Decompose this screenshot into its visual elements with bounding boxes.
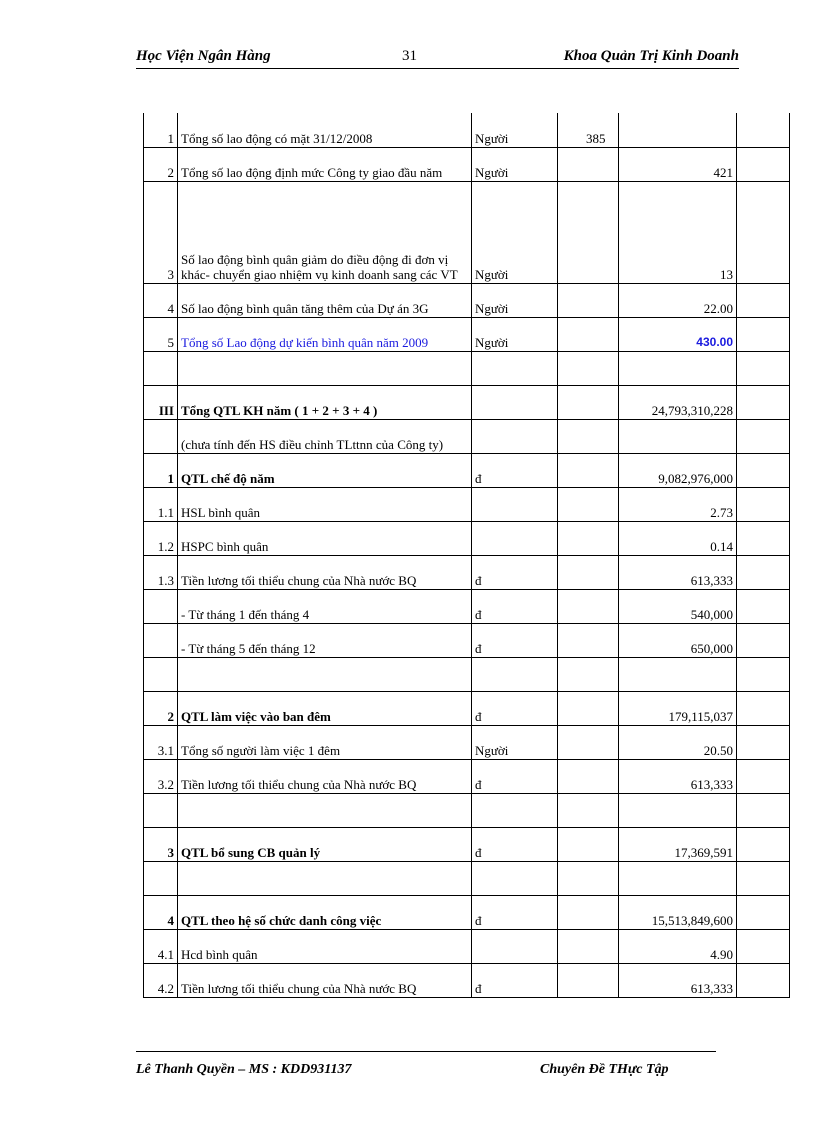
row-number: 2 [144,147,178,181]
table-row [144,827,790,861]
row-quantity: 385 [558,113,619,147]
row-unit [472,861,558,895]
footer-author: Lê Thanh Quyền – MS : KDD931137 [136,1062,352,1077]
row-note [737,487,790,521]
row-number [144,623,178,657]
row-quantity [558,487,619,521]
row-value [619,657,737,691]
row-description: - Từ tháng 5 đến tháng 12 [178,623,472,657]
table-row [144,453,790,487]
row-value: 15,513,849,600 [619,895,737,929]
row-note [737,283,790,317]
row-number: 5 [144,317,178,351]
row-note [737,861,790,895]
row-description: Tổng QTL KH năm ( 1 + 2 + 3 + 4 ) [178,385,472,419]
row-note [737,555,790,589]
row-number: 3 [144,827,178,861]
table-row [144,759,790,793]
row-unit [472,351,558,385]
row-value: 613,333 [619,963,737,997]
page-header [136,46,739,69]
row-note [737,691,790,725]
page-number: 31 [402,48,417,64]
row-note [737,385,790,419]
row-number: 4.2 [144,963,178,997]
row-description [178,351,472,385]
page-footer [136,1051,716,1077]
row-number [144,657,178,691]
row-quantity [558,181,619,283]
row-value: 17,369,591 [619,827,737,861]
table-row [144,385,790,419]
row-note [737,317,790,351]
row-note [737,657,790,691]
row-unit: Người [472,147,558,181]
row-quantity [558,419,619,453]
row-note [737,963,790,997]
table-row [144,623,790,657]
row-description: Tổng số Lao động dự kiến bình quân năm 2009 [178,317,472,351]
row-note [737,827,790,861]
row-description: Hcd bình quân [178,929,472,963]
row-quantity [558,623,619,657]
row-number: 1.2 [144,521,178,555]
row-unit: đ [472,691,558,725]
row-quantity [558,793,619,827]
row-quantity [558,521,619,555]
row-unit: đ [472,623,558,657]
row-unit [472,385,558,419]
row-value [619,793,737,827]
row-value: 13 [619,181,737,283]
row-note [737,181,790,283]
row-number: 1.1 [144,487,178,521]
row-description: HSL bình quân [178,487,472,521]
row-note [737,929,790,963]
row-number: 3.1 [144,725,178,759]
row-number: 1 [144,453,178,487]
table-row [144,589,790,623]
row-note [737,725,790,759]
row-note [737,895,790,929]
table-row [144,657,790,691]
footer-report-type: Chuyên Đề THực Tập [540,1062,669,1077]
row-number: 1.3 [144,555,178,589]
row-description: Số lao động bình quân giảm do điều động đi đơn vị khác- chuyển giao nhiệm vụ kinh doanh sang các VT [178,181,472,283]
row-description: QTL chế độ năm [178,453,472,487]
row-unit: Người [472,181,558,283]
row-number: III [144,385,178,419]
table-row [144,487,790,521]
table-row [144,861,790,895]
row-unit [472,487,558,521]
row-value: 613,333 [619,759,737,793]
row-unit: đ [472,555,558,589]
row-note [737,589,790,623]
table-row [144,725,790,759]
row-value: 540,000 [619,589,737,623]
header-institution: Học Viện Ngân Hàng [136,48,271,64]
row-value: 20.50 [619,725,737,759]
row-description [178,657,472,691]
row-value: 22.00 [619,283,737,317]
row-quantity [558,759,619,793]
row-number [144,419,178,453]
row-unit: Người [472,317,558,351]
row-description [178,793,472,827]
row-note [737,793,790,827]
row-quantity [558,283,619,317]
row-value: 421 [619,147,737,181]
table-row [144,147,790,181]
row-unit: Người [472,725,558,759]
row-description: Tiền lương tối thiểu chung của Nhà nước BQ [178,963,472,997]
row-value: 9,082,976,000 [619,453,737,487]
row-unit: đ [472,827,558,861]
row-quantity [558,385,619,419]
header-faculty: Khoa Quản Trị Kinh Doanh [563,48,739,64]
row-quantity [558,317,619,351]
table-row [144,317,790,351]
row-quantity [558,589,619,623]
row-quantity [558,555,619,589]
row-description [178,861,472,895]
row-note [737,453,790,487]
row-value: 2.73 [619,487,737,521]
row-value: 4.90 [619,929,737,963]
row-number: 4 [144,895,178,929]
row-description: HSPC bình quân [178,521,472,555]
salary-fund-table [143,113,790,998]
row-unit: Người [472,113,558,147]
table-row [144,895,790,929]
row-unit: đ [472,759,558,793]
row-number: 2 [144,691,178,725]
table-row [144,419,790,453]
row-quantity [558,861,619,895]
row-note [737,623,790,657]
row-value [619,113,737,147]
row-quantity [558,895,619,929]
row-unit [472,419,558,453]
row-unit [472,793,558,827]
row-unit: đ [472,895,558,929]
row-value: 650,000 [619,623,737,657]
row-quantity [558,929,619,963]
row-value [619,861,737,895]
row-unit [472,521,558,555]
row-quantity [558,827,619,861]
row-description: Tổng số lao động có mặt 31/12/2008 [178,113,472,147]
row-description: Tổng số lao động định mức Công ty giao đầu năm [178,147,472,181]
table-row [144,113,790,147]
row-value: 430.00 [619,317,737,351]
row-quantity [558,963,619,997]
row-unit: đ [472,589,558,623]
row-quantity [558,351,619,385]
row-note [737,521,790,555]
row-note [737,147,790,181]
row-number: 3.2 [144,759,178,793]
row-quantity [558,691,619,725]
row-quantity [558,453,619,487]
row-description: - Từ tháng 1 đến tháng 4 [178,589,472,623]
table-row [144,181,790,283]
row-value: 613,333 [619,555,737,589]
row-description: (chưa tính đến HS điều chỉnh TLttnn của Công ty) [178,419,472,453]
row-quantity [558,657,619,691]
row-quantity [558,147,619,181]
row-unit: Người [472,283,558,317]
table-row [144,521,790,555]
row-value [619,419,737,453]
table-row [144,691,790,725]
row-description: Tổng số người làm việc 1 đêm [178,725,472,759]
row-number: 4.1 [144,929,178,963]
table-row [144,283,790,317]
row-description: QTL làm việc vào ban đêm [178,691,472,725]
row-value: 24,793,310,228 [619,385,737,419]
row-note [737,419,790,453]
row-value: 179,115,037 [619,691,737,725]
row-unit: đ [472,963,558,997]
row-description: QTL bổ sung CB quản lý [178,827,472,861]
row-note [737,759,790,793]
row-description: Tiền lương tối thiểu chung của Nhà nước BQ [178,555,472,589]
table-row [144,963,790,997]
row-number [144,589,178,623]
table-row [144,555,790,589]
row-number: 3 [144,181,178,283]
row-number: 1 [144,113,178,147]
row-number [144,351,178,385]
row-note [737,351,790,385]
row-unit: đ [472,453,558,487]
row-quantity [558,725,619,759]
row-number: 4 [144,283,178,317]
table-row [144,793,790,827]
row-number [144,793,178,827]
row-value: 0.14 [619,521,737,555]
table-row [144,929,790,963]
row-note [737,113,790,147]
row-number [144,861,178,895]
table-row [144,351,790,385]
row-description: Tiền lương tối thiểu chung của Nhà nước BQ [178,759,472,793]
row-unit [472,657,558,691]
row-description: QTL theo hệ số chức danh công việc [178,895,472,929]
row-unit [472,929,558,963]
row-value [619,351,737,385]
row-description: Số lao động bình quân tăng thêm của Dự án 3G [178,283,472,317]
